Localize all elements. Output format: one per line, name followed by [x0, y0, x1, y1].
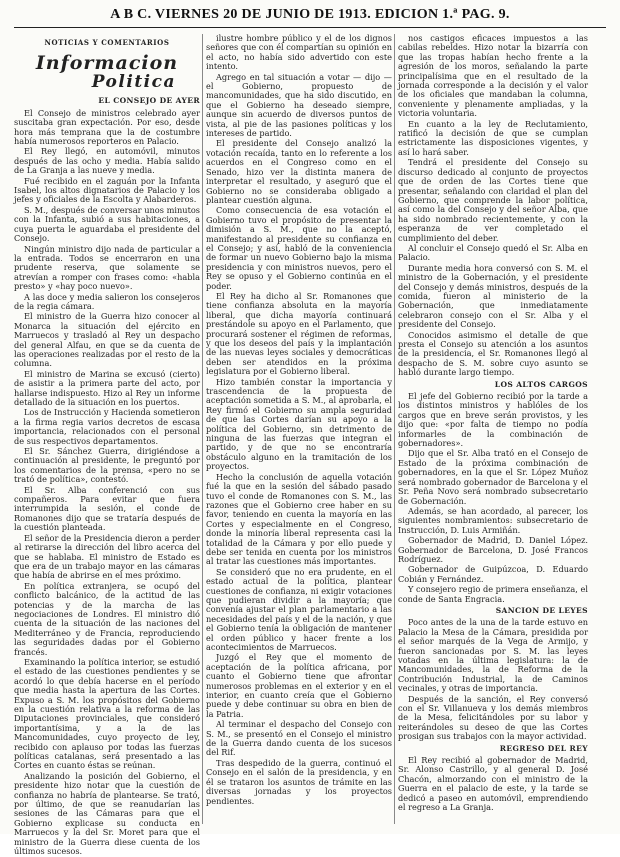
paragraph: El ministro de Marina se excusó (cierto) de asistir a la primera parte del acto, por hallarse indispuesto. Hizo al Rey un informe detallado de la situación en los puertos. — [14, 368, 200, 407]
paragraph: Fué recibido en el zaguán por la Infanta Isabel, los altos dignatarios de Palacio y los jefes y oficiales de la Escolta y Alabarderos. — [14, 175, 200, 205]
paragraph: El Consejo de ministros celebrado ayer suscitaba gran expectación. Por eso, desde hora más temprana que la de costumbre había numerosos reporteros en Palacio. — [14, 107, 200, 147]
paragraph: Dijo que el Sr. Alba trató en el Consejo de Estado de la próxima combinación de gobernadores, en la que el Sr. López Muñoz será nombrado gobernador de Barcelona y el Sr. Peña Novo será nombrado subsecretario de Gobernación. — [398, 448, 588, 506]
page-header: A B C. VIERNES 20 DE JUNIO DE 1913. EDICION 1.ª PAG. 9. — [110, 7, 510, 22]
column-middle — [206, 34, 392, 826]
paragraph: El presidente del Consejo analizó la votación recaída, tanto en lo referente a los acuerdos en el Congreso como en el Senado, hizo ver la distinta manera de interpretar el resultado, y aseguró que el Gobierno no se consideraba obligado a plantear cuestión alguna. — [206, 138, 392, 205]
paragraph: Ningún ministro dijo nada de particular a la entrada. Todos se encerraron en una prudente reserva, que solamente se atrevían a romper con frases como: «habla presto» y «hay poco nuevo». — [14, 243, 200, 292]
paragraph: Poco antes de la una de la tarde estuvo en Palacio la Mesa de la Cámara, presidida por el señor marqués de la Vega de Armijo, y fueron sancionadas por S. M. las leyes votadas en la última legislatura: la de Mancomunidades, la de Reforma de la Contribución Industrial, la de Caminos vecinales, y otras de importancia. — [398, 617, 588, 694]
paragraph: Examinando la política interior, se estudió el estado de las cuestiones pendientes y se acordó lo que debía hacerse en el período que media hasta la apertura de las Cortes. Expuso a S. M. los propósitos del Gobierno en la cuestión relativa a la reforma de las Diputaciones provinciales, que consideró importantísima, y a la de las Mancomunidades, cuyo proyecto de ley, recibido con aplauso por todas las fuerzas políticas catalanas, será presentado a las Cortes en cuanto éstas se reúnan. — [14, 656, 200, 771]
paragraph: El Rey llegó, en automóvil, minutos después de las ocho y media. Había salido de La Granja a las nueve y media. — [14, 146, 200, 176]
paragraph: Tras despedido de la guerra, continuó el Consejo en el salón de la presidencia, y en él se trataron los asuntos de trámite en las diversas jornadas y los proyectos pendientes. — [206, 757, 392, 806]
subhead-consejo: EL CONSEJO DE AYER — [98, 96, 200, 106]
paragraph: Después de la sanción, el Rey conversó con el Sr. Villanueva y los demás miembros de la Mesa, felicitándoles por su labor y reiterándoles su deseo de que las Cortes prosigan sus trabajos con la mayor actividad. — [398, 693, 588, 742]
paragraph: Y consejero regio de primera enseñanza, el conde de Santa Engracia. — [398, 584, 588, 604]
subhead-altos-cargos: LOS ALTOS CARGOS — [494, 379, 588, 389]
paragraph: El Rey recibió al gobernador de Madrid, Sr. Alonso Castrillo, y al general D. José Chacón, almorzando con el ministro de la Guerra en el palacio de este, y la tarde se dedicó a paseo en automóvil, emprendiendo el regreso a La Granja. — [398, 755, 588, 813]
paragraph: Durante media hora conversó con S. M. el ministro de la Gobernación, y el presidente del Consejo y demás ministros, después de la comida, fueron al ministerio de la Gobernación, que inmediatamente celebraron consejo con el Sr. Alba y el presidente del Consejo. — [398, 262, 588, 330]
paragraph: El Sr. Alba conferenció con sus compañeros. Para evitar que fuera interrumpida la sesión, el conde de Romanones dijo que se trataría después de la cuestión planteada. — [14, 484, 200, 533]
paragraph: Se consideró que no era prudente, en el estado actual de la política, plantear cuestiones de confianza, ni exigir votaciones que pudieran dividir a la mayoría; que convenía ajustar el plan parlamentario a las necesidades del país y el de la nación, y que el Gobierno tenía la obligación de mantener el orden público y hacer frente a los acontecimientos de Marruecos. — [206, 566, 392, 652]
paragraph: Los de Instrucción y Hacienda sometieron a la firma regia varios decretos de escasa importancia, relacionados con el personal de sus respectivos departamentos. — [14, 407, 200, 446]
paragraph: nos castigos eficaces impuestos a las cabilas rebeldes. Hizo notar la bizarría con que las tropas habían hecho frente a la agresión de los moros, señalando la parte principalísima que en el resultado de la jornada corresponde a la decisión y el valor de los oficiales que mandaban la columna, conveniente y plenamente ampliadas, y la victoria voluntaria. — [398, 33, 588, 119]
section-title-line-2: Politica — [91, 72, 176, 93]
paragraph: A las doce y media salieron los consejeros de la regia cámara. — [14, 291, 200, 311]
paragraph: Analizando la posición del Gobierno, el presidente hizo notar que la cuestión de confianza no habría de plantearse. Se trató, por último, de que se reanudarían las sesiones de las Cámaras para que el Gobierno explicase su conducta en Marruecos y la del Sr. Moret para que el ministro de la Guerra diese cuenta de los últimos sucesos. — [14, 770, 200, 857]
paragraph: Al concluir el Consejo quedó el Sr. Alba en Palacio. — [398, 242, 588, 263]
paragraph: Además, se han acordado, al parecer, los siguientes nombramientos: subsecretario de Instrucción, D. Luis Armiñán. — [398, 505, 588, 535]
paragraph: Juzgó el Rey que el momento de aceptación de la política africana, por cuanto el Gobierno tiene que afrontar numerosos problemas en el exterior y en el interior, en cuanto creía que el Gobierno puede y debe continuar su obra en bien de la Patria. — [206, 652, 392, 719]
paragraph: El jefe del Gobierno recibió por la tarde a los distintos ministros y hablóles de los cargos que en breve serán provistos, y les dijo que: «por falta de tiempo no podía informarles de la combinación de gobernadores». — [398, 391, 588, 449]
paragraph: Como consecuencia de esa votación el Gobierno tuvo el propósito de presentar la dimisión a S. M., que no la aceptó, manifestando al presidente su confianza en el Consejo; y así, habló de la conveniencia de formar un nuevo Gobierno bajo la misma presidencia y con ministros nuevos, pero el Rey se opuso y el Gobierno continúa en el poder. — [206, 205, 392, 291]
subhead-sancion-leyes: SANCION DE LEYES — [495, 605, 588, 615]
paragraph: En política extranjera, se ocupó del conflicto balcánico, de la actitud de las potencias y de la marcha de las negociaciones de Londres. El ministro dió cuenta de la situación de las naciones del Mediterráneo y de Francia, reproduciendo las seguridades dadas por el Gobierno francés. — [14, 580, 200, 657]
paragraph: El Rey ha dicho al Sr. Romanones que tiene confianza absoluta en la mayoría liberal, que dicha mayoría continuará prestándole su apoyo en el Parlamento, que procurará sostener el régimen de reformas, y que los deseos del país y la implantación de las nuevas leyes sociales y democráticas deben ser atendidos en la próxima legislatura por el Gobierno liberal. — [206, 290, 392, 377]
column-right — [398, 34, 588, 826]
paragraph: Al terminar el despacho del Consejo con S. M., se presentó en el Consejo el ministro de la Guerra dando cuenta de los sucesos del Rif. — [206, 719, 392, 758]
section-title-line-1: Informacion — [35, 52, 179, 75]
subhead-regreso-rey: REGRESO DEL REY — [499, 743, 588, 753]
paragraph: Tendrá el presidente del Consejo su discurso dedicado al conjunto de proyectos que de orden de las Cortes tiene que presentar, señalando con claridad el plan del Gobierno, que comprende la labor política, así como la del Consejo y del señor Alba, que ha sido nombrado recientemente, y con la esperanza de ver completado el cumplimiento del deber. — [398, 157, 588, 243]
paragraph: El señor de la Presidencia dieron a perder al retirarse la dirección del libro acerca del que se hablaba. El ministro de Estado es que era de un trabajo mayor en las cámaras que había de abrirse en el mes próximo. — [14, 532, 200, 581]
paragraph: En cuanto a la ley de Reclutamiento, ratificó la decisión de que se cumplan estrictamente las disposiciones vigentes, y así lo hará saber. — [398, 118, 588, 157]
column-left — [14, 34, 200, 857]
header-rule — [14, 27, 606, 28]
paragraph: Gobernador de Guipúzcoa, D. Eduardo Cobián y Fernández. — [398, 564, 588, 584]
paragraph: Hizo también constar la importancia y trascendencia de la propuesta de aceptación sometida a S. M., al aprobarla, el Rey firmó el Gobierno su ampla seguridad de que las Cortes darían su apoyo a la política del Gobierno, sin detrimento de ninguna de las fuerzas que integran el partido, y de que no se encontraría obstáculo alguno en la tramitación de los proyectos. — [206, 376, 392, 472]
column-divider — [394, 34, 395, 824]
paragraph: Agrego en tal situación a votar — dijo — el Gobierno, propuesto de mancomunidades, que ha sido discutido, en que el Gobierno ha deseado siempre, aunque sin acuerdo de diversos puntos de vista, al pie de las pasiones políticas y los intereses de partido. — [206, 71, 392, 139]
paragraph: S. M., después de conversar unos minutos con la Infanta, subió a sus habitaciones, a cuya puerta le aguardaba el presidente del Consejo. — [14, 204, 200, 244]
paragraph: El ministro de la Guerra hizo conocer al Monarca la situación del ejército en Marruecos y trasladó al Rey un despacho del general Alfau, en que se da cuenta de las operaciones realizadas por el resto de la columna. — [14, 311, 200, 369]
paragraph: Gobernador de Madrid, D. Daniel López. Gobernador de Barcelona, D. José Francos Rodríguez. — [398, 535, 588, 564]
paragraph: Hecho la conclusión de aquella votación fué la que en la sesión del sábado pasado tuvo el conde de Romanones con S. M., las razones que el Gobierno cree haber en su favor, teniendo en cuenta la mayoría en las Cortes y especialmente en el Congreso, donde la minoría liberal representa casi la totalidad de la Cámara y por ello puede y debe ser tenida en cuenta por los ministros al tratar las cuestiones más importantes. — [206, 471, 392, 567]
paragraph: El Sr. Sánchez Guerra, dirigiéndose a continuación al presidente, le preguntó por los comentarios de la prensa, «pero no se trató de política», contestó. — [14, 446, 200, 485]
paragraph: ilustre hombre público y el de los dignos señores que con él compartían su opinión en el acto, no había sido advertido con este intento. — [206, 33, 392, 72]
kicker: NOTICIAS Y COMENTARIOS — [44, 38, 170, 47]
column-divider — [202, 34, 203, 824]
paragraph: Conocidos asimismo el detalle de que presta el Consejo su atención a los asuntos de la presidencia, el Sr. Romanones llegó al despacho de S. M. sobre cuyo asunto se habló durante largo tiempo. — [398, 329, 588, 378]
